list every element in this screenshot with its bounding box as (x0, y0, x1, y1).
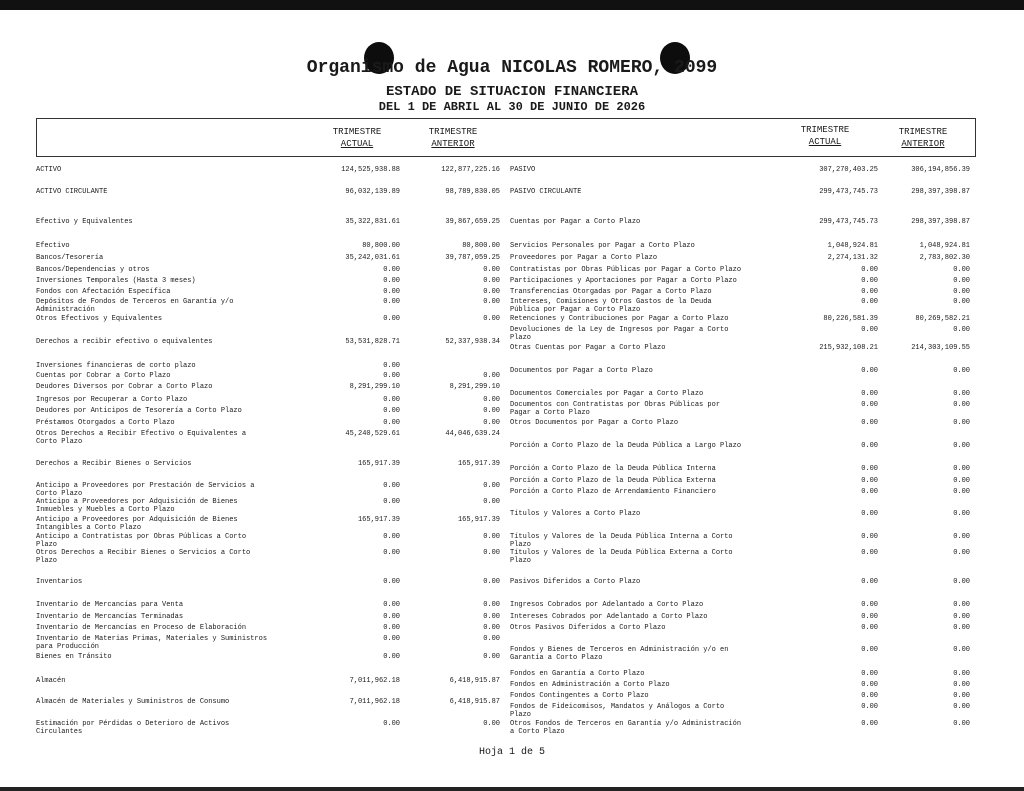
right-row-actual-value: 0.00 (861, 277, 878, 285)
right-row-label: Ingresos Cobrados por Adelantado a Corto Plazo (510, 601, 704, 609)
left-row-anterior-value: 80,800.00 (462, 242, 500, 250)
right-row-label: Intereses Cobrados por Adelantado a Corto Plazo (510, 613, 708, 621)
right-row-anterior-value: 298,397,398.87 (911, 188, 970, 196)
left-row-anterior-value: 0.00 (483, 720, 500, 728)
left-row-label: Almacén (36, 677, 66, 685)
left-row-anterior-value: 0.00 (483, 277, 500, 285)
right-row-actual-value: 0.00 (861, 613, 878, 621)
right-row-actual-value: 0.00 (861, 681, 878, 689)
left-row-label: Derechos a recibir efectivo o equivalentes (36, 338, 213, 346)
right-row-label: Fondos y Bienes de Terceros en Administración y/o en Garantía a Corto Plazo (510, 646, 729, 662)
right-row-anterior-value: 306,194,856.39 (911, 166, 970, 174)
right-row-label: Documentos por Pagar a Corto Plazo (510, 367, 653, 375)
right-row-label: Porción a Corto Plazo de la Deuda Pública Externa (510, 477, 716, 485)
right-row-actual-value: 0.00 (861, 510, 878, 518)
left-row-label: Bienes en Tránsito (36, 653, 112, 661)
left-row-actual-value: 8,291,299.10 (349, 383, 400, 391)
right-row-label: Fondos Contingentes a Corto Plazo (510, 692, 649, 700)
right-row-label: Intereses, Comisiones y Otros Gastos de la Deuda Pública por Pagar a Corto Plazo (510, 298, 712, 314)
left-row-actual-value: 45,240,529.61 (345, 430, 400, 438)
left-row-actual-value: 0.00 (383, 533, 400, 541)
left-row-actual-value: 0.00 (383, 635, 400, 643)
right-row-actual-value: 0.00 (861, 465, 878, 473)
left-row-actual-value: 0.00 (383, 396, 400, 404)
header-anterior-label: ANTERIOR (431, 139, 475, 149)
right-row-anterior-value: 0.00 (953, 646, 970, 654)
left-row-anterior-value: 6,418,915.87 (449, 677, 500, 685)
left-row-label: Derechos a Recibir Bienes o Servicios (36, 460, 192, 468)
left-row-actual-value: 124,525,938.88 (341, 166, 400, 174)
left-row-actual-value: 0.00 (383, 720, 400, 728)
left-row-anterior-value: 0.00 (483, 635, 500, 643)
header-left-actual (322, 126, 392, 150)
left-row-anterior-value: 39,787,059.25 (445, 254, 500, 262)
left-row-anterior-value: 0.00 (483, 601, 500, 609)
right-row-anterior-value: 0.00 (953, 465, 970, 473)
right-row-label: Participaciones y Aportaciones por Pagar a Corto Plazo (510, 277, 737, 285)
right-row-anterior-value: 0.00 (953, 601, 970, 609)
left-row-anterior-value: 122,877,225.16 (441, 166, 500, 174)
right-row-actual-value: 0.00 (861, 703, 878, 711)
left-row-anterior-value: 0.00 (483, 653, 500, 661)
left-row-anterior-value: 39,867,659.25 (445, 218, 500, 226)
left-row-anterior-value: 0.00 (483, 549, 500, 557)
left-row-actual-value: 96,032,139.89 (345, 188, 400, 196)
right-row-anterior-value: 80,269,582.21 (915, 315, 970, 323)
left-row-label: Otros Efectivos y Equivalentes (36, 315, 163, 323)
left-row-anterior-value: 0.00 (483, 498, 500, 506)
right-row-anterior-value: 214,303,109.55 (911, 344, 970, 352)
document-period: DEL 1 DE ABRIL AL 30 DE JUNIO DE 2026 (378, 100, 646, 114)
left-row-actual-value: 0.00 (383, 498, 400, 506)
right-row-anterior-value: 0.00 (953, 720, 970, 728)
left-row-label: Inventarios (36, 578, 83, 586)
left-row-actual-value: 0.00 (383, 601, 400, 609)
right-row-actual-value: 0.00 (861, 601, 878, 609)
header-actual-label: ACTUAL (808, 137, 842, 147)
left-row-actual-value: 0.00 (383, 277, 400, 285)
right-row-anterior-value: 0.00 (953, 703, 970, 711)
right-row-label: PASIVO (510, 166, 536, 174)
right-row-anterior-value: 0.00 (953, 288, 970, 296)
left-row-actual-value: 0.00 (383, 419, 400, 427)
left-row-anterior-value: 0.00 (483, 396, 500, 404)
right-row-actual-value: 0.00 (861, 401, 878, 409)
left-row-anterior-value: 0.00 (483, 298, 500, 306)
right-row-anterior-value: 2,783,802.30 (919, 254, 970, 262)
left-row-actual-value: 0.00 (383, 407, 400, 415)
left-row-actual-value: 0.00 (383, 298, 400, 306)
right-row-anterior-value: 298,397,398.87 (911, 218, 970, 226)
right-row-actual-value: 299,473,745.73 (819, 188, 878, 196)
right-row-actual-value: 0.00 (861, 390, 878, 398)
right-row-label: Devoluciones de la Ley de Ingresos por Pagar a Corto Plazo (510, 326, 729, 342)
left-row-actual-value: 0.00 (383, 624, 400, 632)
right-row-label: Porción a Corto Plazo de la Deuda Pública Interna (510, 465, 716, 473)
right-row-label: Documentos Comerciales por Pagar a Corto Plazo (510, 390, 704, 398)
right-row-actual-value: 0.00 (861, 670, 878, 678)
left-row-label: Depósitos de Fondos de Terceros en Garantía y/o Administración (36, 298, 234, 314)
right-row-label: Otros Fondos de Terceros en Garantía y/o Administración a Corto Plazo (510, 720, 742, 736)
left-row-label: Anticipo a Proveedores por Prestación de Servicios a Corto Plazo (36, 482, 255, 498)
left-row-actual-value: 35,322,831.61 (345, 218, 400, 226)
right-row-anterior-value: 0.00 (953, 488, 970, 496)
left-row-label: Deudores Diversos por Cobrar a Corto Plazo (36, 383, 213, 391)
right-row-actual-value: 1,048,924.81 (827, 242, 878, 250)
header-trimestre-label: TRIMESTRE (332, 127, 382, 137)
right-row-anterior-value: 0.00 (953, 477, 970, 485)
left-row-actual-value: 53,531,828.71 (345, 338, 400, 346)
right-row-actual-value: 0.00 (861, 298, 878, 306)
left-row-label: Almacén de Materiales y Suministros de Consumo (36, 698, 230, 706)
right-row-anterior-value: 1,048,924.81 (919, 242, 970, 250)
left-row-anterior-value: 98,789,830.05 (445, 188, 500, 196)
left-row-anterior-value: 0.00 (483, 372, 500, 380)
left-row-actual-value: 7,011,962.18 (349, 698, 400, 706)
left-row-actual-value: 7,011,962.18 (349, 677, 400, 685)
left-row-anterior-value: 6,418,915.87 (449, 698, 500, 706)
right-row-label: Proveedores por Pagar a Corto Plazo (510, 254, 658, 262)
right-row-anterior-value: 0.00 (953, 578, 970, 586)
right-row-label: Contratistas por Obras Públicas por Pagar a Corto Plazo (510, 266, 742, 274)
left-row-anterior-value: 0.00 (483, 578, 500, 586)
right-row-anterior-value: 0.00 (953, 401, 970, 409)
right-row-actual-value: 0.00 (861, 578, 878, 586)
left-row-anterior-value: 165,917.39 (457, 516, 500, 524)
right-row-label: Títulos y Valores de la Deuda Pública Interna a Corto Plazo (510, 533, 733, 549)
right-row-label: Retenciones y Contribuciones por Pagar a Corto Plazo (510, 315, 729, 323)
right-row-label: Servicios Personales por Pagar a Corto Plazo (510, 242, 695, 250)
left-row-actual-value: 165,917.39 (357, 460, 400, 468)
left-row-label: Efectivo (36, 242, 70, 250)
left-row-label: Inventario de Mercancías Terminadas (36, 613, 184, 621)
left-row-label: Ingresos por Recuperar a Corto Plazo (36, 396, 188, 404)
left-row-actual-value: 80,800.00 (362, 242, 400, 250)
right-row-label: Otras Cuentas por Pagar a Corto Plazo (510, 344, 666, 352)
left-row-label: Bancos/Dependencias y otros (36, 266, 150, 274)
left-row-anterior-value: 0.00 (483, 407, 500, 415)
right-row-anterior-value: 0.00 (953, 298, 970, 306)
right-row-anterior-value: 0.00 (953, 670, 970, 678)
left-row-actual-value: 0.00 (383, 372, 400, 380)
left-row-label: Otros Derechos a Recibir Efectivo o Equivalentes a Corto Plazo (36, 430, 247, 446)
left-row-label: Fondos con Afectación Específica (36, 288, 171, 296)
right-row-label: Fondos en Administración a Corto Plazo (510, 681, 670, 689)
left-row-anterior-value: 0.00 (483, 266, 500, 274)
header-trimestre-label: TRIMESTRE (800, 125, 850, 135)
left-row-anterior-value: 0.00 (483, 288, 500, 296)
right-row-actual-value: 0.00 (861, 288, 878, 296)
left-row-actual-value: 0.00 (383, 266, 400, 274)
left-row-anterior-value: 0.00 (483, 624, 500, 632)
left-row-anterior-value: 8,291,299.10 (449, 383, 500, 391)
left-row-label: Inversiones Temporales (Hasta 3 meses) (36, 277, 196, 285)
left-row-actual-value: 0.00 (383, 578, 400, 586)
left-row-label: Inventario de Mercancías para Venta (36, 601, 184, 609)
left-row-anterior-value: 44,046,639.24 (445, 430, 500, 438)
right-row-label: Porción a Corto Plazo de la Deuda Pública a Largo Plazo (510, 442, 742, 450)
right-row-label: Porción a Corto Plazo de Arrendamiento Financiero (510, 488, 716, 496)
left-row-anterior-value: 0.00 (483, 533, 500, 541)
header-anterior-label: ANTERIOR (901, 139, 945, 149)
right-row-anterior-value: 0.00 (953, 367, 970, 375)
header-trimestre-label: TRIMESTRE (898, 127, 948, 137)
right-row-label: Fondos en Garantía a Corto Plazo (510, 670, 645, 678)
left-row-label: Inventario de Mercancías en Proceso de Elaboración (36, 624, 247, 632)
right-row-actual-value: 0.00 (861, 266, 878, 274)
left-row-actual-value: 0.00 (383, 613, 400, 621)
right-row-anterior-value: 0.00 (953, 613, 970, 621)
right-row-actual-value: 0.00 (861, 624, 878, 632)
left-row-actual-value: 165,917.39 (357, 516, 400, 524)
right-row-label: Títulos y Valores a Corto Plazo (510, 510, 641, 518)
left-row-label: Inventario de Materias Primas, Materiales y Suministros para Producción (36, 635, 268, 651)
right-row-label: PASIVO CIRCULANTE (510, 188, 582, 196)
left-row-label: Efectivo y Equivalentes (36, 218, 133, 226)
header-trimestre-label: TRIMESTRE (428, 127, 478, 137)
left-row-anterior-value: 0.00 (483, 419, 500, 427)
left-row-label: Anticipo a Proveedores por Adquisición de Bienes Intangibles a Corto Plazo (36, 516, 238, 532)
right-row-anterior-value: 0.00 (953, 549, 970, 557)
right-row-anterior-value: 0.00 (953, 419, 970, 427)
right-row-actual-value: 299,473,745.73 (819, 218, 878, 226)
left-row-label: Anticipo a Contratistas por Obras Públicas a Corto Plazo (36, 533, 247, 549)
left-row-actual-value: 35,242,031.61 (345, 254, 400, 262)
right-row-actual-value: 307,270,403.25 (819, 166, 878, 174)
right-row-label: Documentos con Contratistas por Obras Públicas por Pagar a Corto Plazo (510, 401, 721, 417)
right-row-actual-value: 0.00 (861, 442, 878, 450)
left-row-label: ACTIVO (36, 166, 62, 174)
left-row-anterior-value: 0.00 (483, 613, 500, 621)
right-row-actual-value: 0.00 (861, 533, 878, 541)
right-row-label: Otros Pasivos Diferidos a Corto Plazo (510, 624, 666, 632)
left-row-label: Estimación por Pérdidas o Deterioro de Activos Circulantes (36, 720, 230, 736)
right-row-label: Otros Documentos por Pagar a Corto Plazo (510, 419, 679, 427)
page-number: Hoja 1 de 5 (478, 747, 545, 758)
header-actual-label: ACTUAL (340, 139, 374, 149)
left-row-actual-value: 0.00 (383, 288, 400, 296)
right-row-actual-value: 0.00 (861, 367, 878, 375)
right-row-actual-value: 0.00 (861, 326, 878, 334)
right-row-actual-value: 0.00 (861, 720, 878, 728)
right-row-label: Transferencias Otorgadas por Pagar a Corto Plazo (510, 288, 712, 296)
right-row-actual-value: 0.00 (861, 549, 878, 557)
right-row-anterior-value: 0.00 (953, 624, 970, 632)
right-row-anterior-value: 0.00 (953, 510, 970, 518)
header-right-anterior (888, 126, 958, 150)
right-row-anterior-value: 0.00 (953, 277, 970, 285)
right-row-anterior-value: 0.00 (953, 533, 970, 541)
left-row-anterior-value: 52,337,938.34 (445, 338, 500, 346)
right-row-label: Pasivos Diferidos a Corto Plazo (510, 578, 641, 586)
scan-top-edge (0, 0, 1024, 10)
left-row-actual-value: 0.00 (383, 315, 400, 323)
right-row-actual-value: 0.00 (861, 419, 878, 427)
left-row-label: Bancos/Tesorería (36, 254, 104, 262)
scan-bottom-edge (0, 787, 1024, 791)
right-row-actual-value: 0.00 (861, 646, 878, 654)
right-row-actual-value: 2,274,131.32 (827, 254, 878, 262)
left-row-anterior-value: 0.00 (483, 315, 500, 323)
left-row-label: Anticipo a Proveedores por Adquisición de Bienes Inmuebles y Muebles a Corto Plazo (36, 498, 238, 514)
right-row-actual-value: 215,932,108.21 (819, 344, 878, 352)
right-row-label: Títulos y Valores de la Deuda Pública Externa a Corto Plazo (510, 549, 733, 565)
left-row-label: Préstamos Otorgados a Corto Plazo (36, 419, 175, 427)
right-row-anterior-value: 0.00 (953, 442, 970, 450)
left-row-actual-value: 0.00 (383, 549, 400, 557)
left-row-label: Cuentas por Cobrar a Corto Plazo (36, 372, 171, 380)
right-row-anterior-value: 0.00 (953, 266, 970, 274)
right-row-actual-value: 0.00 (861, 692, 878, 700)
left-row-label: Deudores por Anticipos de Tesorería a Corto Plazo (36, 407, 242, 415)
header-right-actual (790, 124, 860, 148)
left-row-label: Inversiones financieras de corto plazo (36, 362, 196, 370)
left-row-anterior-value: 0.00 (483, 482, 500, 490)
document-subtitle: ESTADO DE SITUACION FINANCIERA (385, 84, 639, 100)
header-left-anterior (418, 126, 488, 150)
left-row-actual-value: 0.00 (383, 653, 400, 661)
left-row-actual-value: 0.00 (383, 482, 400, 490)
header-frame-rule (36, 156, 976, 157)
document-title: Organismo de Agua NICOLAS ROMERO, 2099 (306, 58, 718, 78)
right-row-actual-value: 0.00 (861, 477, 878, 485)
right-row-anterior-value: 0.00 (953, 681, 970, 689)
left-row-actual-value: 0.00 (383, 362, 400, 370)
right-row-anterior-value: 0.00 (953, 390, 970, 398)
right-row-actual-value: 0.00 (861, 488, 878, 496)
left-row-label: ACTIVO CIRCULANTE (36, 188, 108, 196)
right-row-label: Fondos de Fideicomisos, Mandatos y Análogos a Corto Plazo (510, 703, 725, 719)
right-row-anterior-value: 0.00 (953, 692, 970, 700)
right-row-actual-value: 80,226,581.39 (823, 315, 878, 323)
left-row-label: Otros Derechos a Recibir Bienes o Servicios a Corto Plazo (36, 549, 251, 565)
right-row-label: Cuentas por Pagar a Corto Plazo (510, 218, 641, 226)
right-row-anterior-value: 0.00 (953, 326, 970, 334)
left-row-anterior-value: 165,917.39 (457, 460, 500, 468)
